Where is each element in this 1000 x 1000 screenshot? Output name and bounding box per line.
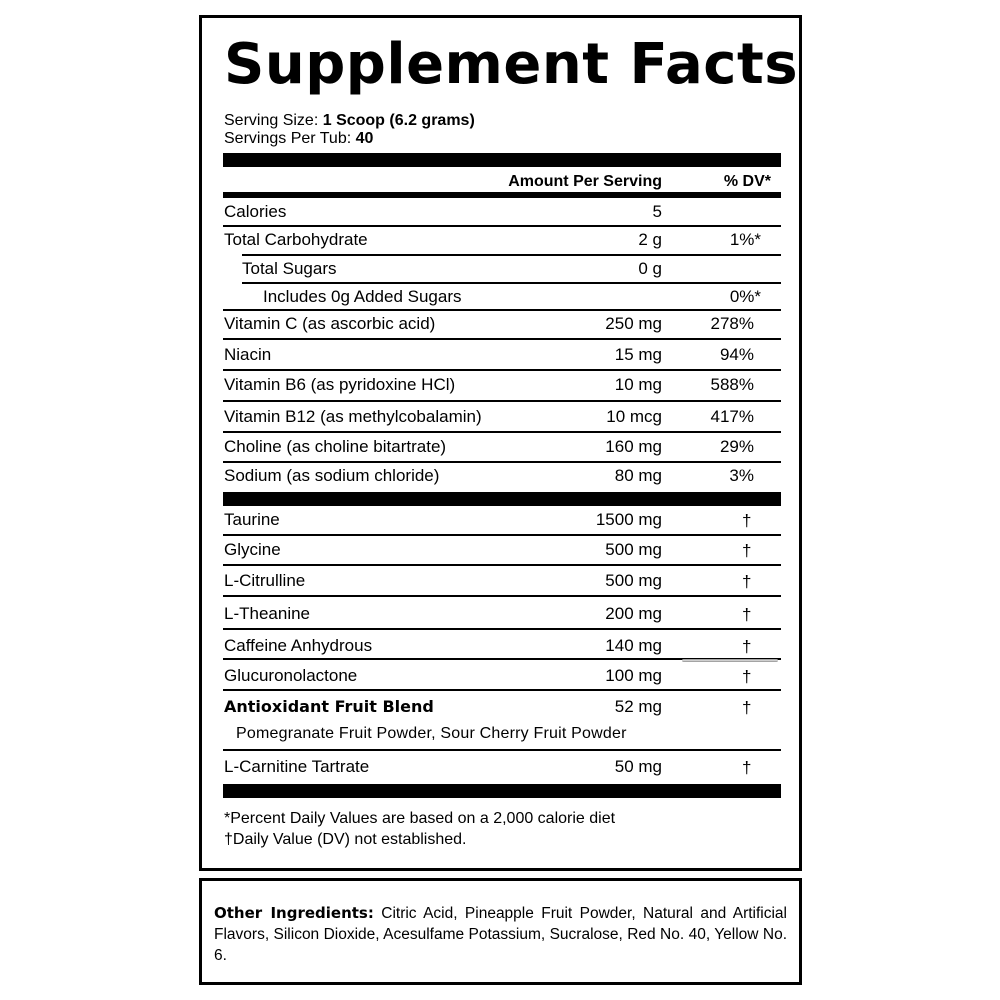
ingredient-amount: 500 mg [605,571,662,590]
nutrient-name: Calories [224,202,287,221]
ingredient-dv: † [742,758,752,777]
ingredient-name: L-Citrulline [224,571,306,590]
footnote-dv: *Percent Daily Values are based on a 2,000 calorie diet [224,810,616,827]
servings-per-container [224,130,373,148]
header-divider [223,192,781,198]
row-divider [223,749,781,751]
printing-artifact [682,659,778,662]
nutrient-dv: 29% [719,437,754,456]
nutrient-dv: 0%* [729,287,761,306]
ingredient-dv: † [742,572,752,591]
ingredient-amount: 50 mg [614,757,662,776]
serving-size-value: 1 Scoop (6.2 grams) [322,112,475,129]
panel-title: Supplement Facts [224,32,799,97]
row-divider [223,595,781,597]
nutrient-amount: 10 mg [614,375,662,394]
thick-divider [223,153,781,167]
nutrient-amount: 10 mcg [606,407,662,426]
other-ingredients [214,903,787,966]
nutrient-dv: 94% [719,345,754,364]
ingredient-name: L-Theanine [224,604,311,623]
nutrient-name: Choline (as choline bitartrate) [224,437,447,456]
ingredient-dv: † [742,541,752,560]
ingredient-amount: 100 mg [605,666,662,685]
blend-contents: Pomegranate Fruit Powder, Sour Cherry Fruit Powder [236,725,627,742]
nutrient-amount: 160 mg [605,437,662,456]
nutrient-amount: 250 mg [605,314,662,333]
thick-divider [223,492,781,506]
nutrient-name: Vitamin C (as ascorbic acid) [224,314,436,333]
nutrient-dv: 3% [729,466,754,485]
nutrient-amount: 5 [652,202,662,221]
nutrient-name: Niacin [224,345,272,364]
amount-per-serving-header: Amount Per Serving [508,173,662,190]
row-divider [223,689,781,691]
nutrient-name: Total Sugars [242,259,337,278]
nutrient-amount: 15 mg [614,345,662,364]
ingredient-dv: † [742,605,752,624]
ingredient-amount: 52 mg [614,697,662,716]
daily-value-header: % DV* [723,173,771,190]
ingredient-amount: 1500 mg [595,510,662,529]
row-divider [242,282,781,284]
ingredient-name: Taurine [224,510,280,529]
nutrient-name: Sodium (as sodium chloride) [224,466,440,485]
nutrient-dv: 417% [710,407,754,426]
row-divider [223,309,781,311]
row-divider [223,564,781,566]
ingredient-dv: † [742,511,752,530]
row-divider [223,369,781,371]
ingredient-name: Glycine [224,540,281,559]
other-ingredients-panel [199,878,802,985]
other-ingredients-text: Citric Acid, Pineapple Fruit Powder, Natural and Artificial Flavors, Silicon Dioxide, Acesulfame Potassium, Sucralose, Red No. 40, Yellow No. 6. [214,905,787,964]
ingredient-amount: 140 mg [605,636,662,655]
footnote-dagger: †Daily Value (DV) not established. [224,831,467,848]
ingredient-dv: † [742,698,752,717]
thick-divider [223,784,781,798]
nutrient-dv: 1%* [729,230,761,249]
nutrient-name: Vitamin B6 (as pyridoxine HCl) [224,375,456,394]
blend-name: Antioxidant Fruit Blend [224,697,434,716]
row-divider [223,431,781,433]
ingredient-name: Glucuronolactone [224,666,358,685]
ingredient-name: Caffeine Anhydrous [224,636,373,655]
nutrient-dv: 588% [710,375,754,394]
nutrient-dv: 278% [710,314,754,333]
ingredient-amount: 500 mg [605,540,662,559]
servings-per-label: Servings Per Tub: [224,130,356,147]
serving-size-label: Serving Size: [224,112,323,129]
servings-per-value: 40 [355,130,374,147]
row-divider [223,338,781,340]
ingredient-amount: 200 mg [605,604,662,623]
row-divider [223,461,781,463]
nutrient-name: Total Carbohydrate [224,230,368,249]
row-divider [223,628,781,630]
row-divider [242,254,781,256]
row-divider [223,534,781,536]
row-divider [223,225,781,227]
ingredient-name: L-Carnitine Tartrate [224,757,370,776]
nutrient-amount: 0 g [638,259,662,278]
nutrient-name: Vitamin B12 (as methylcobalamin) [224,407,482,426]
ingredient-dv: † [742,637,752,656]
nutrient-name: Includes 0g Added Sugars [263,287,462,306]
supplement-facts-panel [199,15,802,871]
ingredient-dv: † [742,667,752,686]
row-divider [223,400,781,402]
serving-size [224,112,475,130]
nutrient-amount: 80 mg [614,466,662,485]
nutrient-amount: 2 g [638,230,662,249]
other-ingredients-label: Other Ingredients: [214,904,374,922]
